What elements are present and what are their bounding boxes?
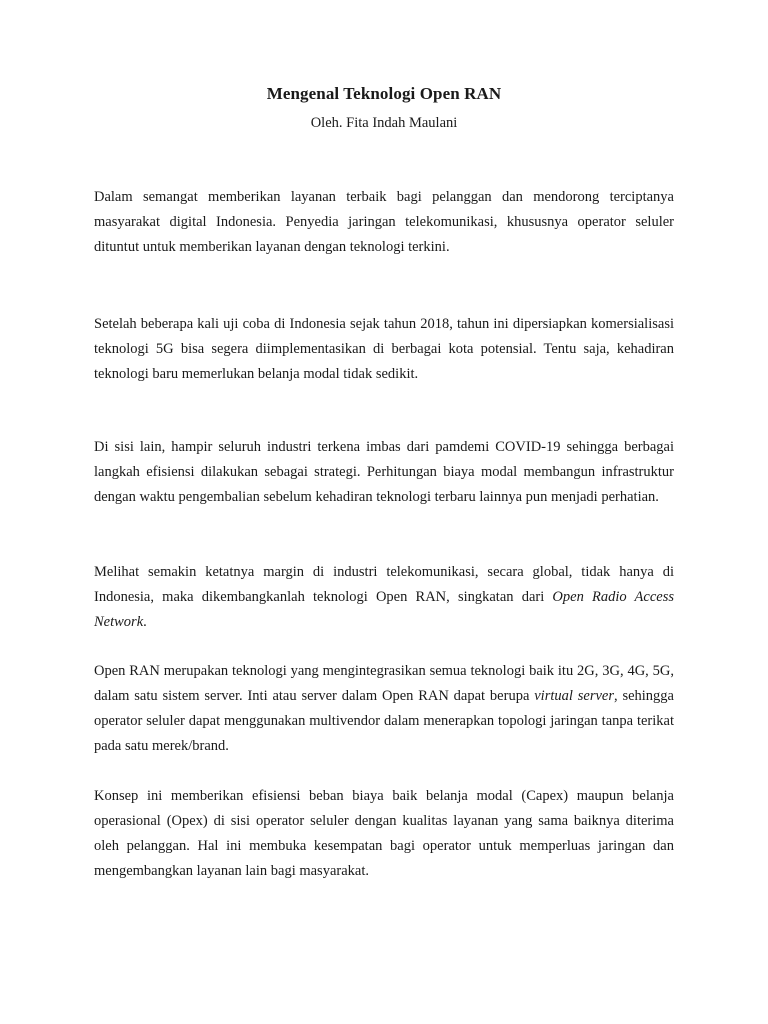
paragraph-4 bbox=[94, 560, 674, 635]
paragraph-4-text-start: Melihat semakin ketatnya margin di industri telekomunikasi, secara global, tidak hanya di Indonesia, maka dikembangkanlah teknologi Open RAN, singkatan dari bbox=[94, 564, 674, 605]
paragraph-5 bbox=[94, 659, 674, 759]
paragraph-6: Konsep ini memberikan efisiensi beban biaya baik belanja modal (Capex) maupun belanja operasional (Opex) di sisi operator seluler dengan kualitas layanan yang sama baiknya diterima oleh pelanggan. Hal ini membuka kesempatan bagi operator untuk memperluas jaringan dan mengembangkan layanan lain bagi masyarakat. bbox=[94, 788, 674, 879]
paragraph-4-text-end: . bbox=[143, 614, 147, 630]
paragraph-3: Di sisi lain, hampir seluruh industri terkena imbas dari pamdemi COVID-19 sehingga berbagai langkah efisiensi dilakukan sebagai strategi. Perhitungan biaya modal membangun infrastruktur dengan waktu pengembalian sebelum kehadiran teknologi terbaru lainnya pun menjadi perhatian. bbox=[94, 439, 674, 505]
paragraph-5-text-end: , sehingga operator seluler dapat menggunakan multivendor dalam menerapkan topologi jaringan tanpa terikat pada satu merek/brand. bbox=[94, 688, 674, 754]
paragraph-5-text-start: Open RAN merupakan teknologi yang mengintegrasikan semua teknologi baik itu 2G, 3G, 4G, 5G, dalam satu sistem server. Inti atau server dalam Open RAN dapat berupa bbox=[94, 663, 674, 704]
paragraph-5-italic-term: virtual server bbox=[534, 688, 614, 704]
paragraph-2: Setelah beberapa kali uji coba di Indonesia sejak tahun 2018, tahun ini dipersiapkan komersialisasi teknologi 5G bisa segera diimplementasikan di berbagai kota potensial. Tentu saja, kehadiran teknologi baru memerlukan belanja modal tidak sedikit. bbox=[94, 316, 674, 382]
document-title: Mengenal Teknologi Open RAN bbox=[266, 84, 502, 103]
document-author: Oleh. Fita Indah Maulani bbox=[310, 115, 458, 131]
paragraph-4-italic-term: Open Radio Access Network bbox=[94, 589, 675, 630]
paragraph-1: Dalam semangat memberikan layanan terbaik bagi pelanggan dan mendorong terciptanya masyarakat digital Indonesia. Penyedia jaringan telekomunikasi, khususnya operator seluler dituntut untuk memberikan layanan dengan teknologi terkini. bbox=[94, 189, 674, 255]
